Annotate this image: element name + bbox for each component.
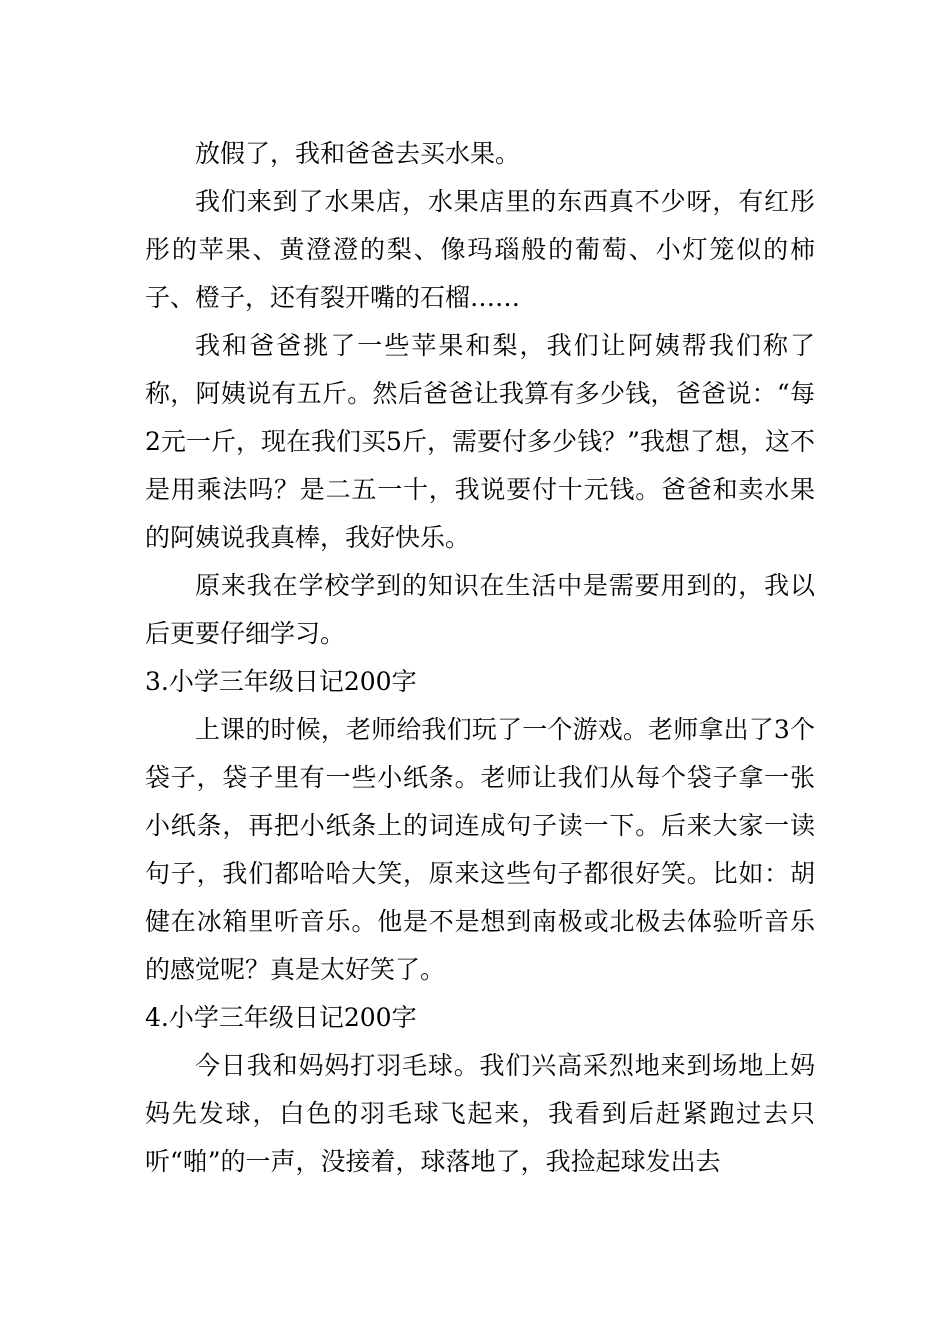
paragraph-conclusion: 原来我在学校学到的知识在生活中是需要用到的，我以后更要仔细学习。 — [145, 571, 815, 648]
paragraph-buying: 我和爸爸挑了一些苹果和梨，我们让阿姨帮我们称了称，阿姨说有五斤。然后爸爸让我算有多少钱，爸爸说：“每2元一斤，现在我们买5斤，需要付多少钱？”我想了想，这不是用乘法吗？是二五一十，我说要付十元钱。爸爸和卖水果的阿姨说我真棒，我好快乐。 — [145, 331, 815, 552]
paragraph-fruit-shop: 我们来到了水果店，水果店里的东西真不少呀，有红彤彤的苹果、黄澄澄的梨、像玛瑙般的葡萄、小灯笼似的柿子、橙子，还有裂开嘴的石榴…… — [145, 187, 815, 312]
paragraph-intro: 放假了，我和爸爸去买水果。 — [195, 139, 521, 168]
document-body — [145, 130, 815, 1186]
paragraph-badminton: 今日我和妈妈打羽毛球。我们兴高采烈地来到场地上妈妈先发球，白色的羽毛球飞起来，我看到后赶紧跑过去只听“啪”的一声，没接着，球落地了，我捡起球发出去 — [145, 1051, 815, 1176]
section-heading-3: 3.小学三年级日记200字 — [145, 667, 417, 696]
paragraph-game: 上课的时候，老师给我们玩了一个游戏。老师拿出了3个袋子，袋子里有一些小纸条。老师让我们从每个袋子拿一张小纸条，再把小纸条上的词连成句子读一下。后来大家一读句子，我们都哈哈大笑，原来这些句子都很好笑。比如：胡健在冰箱里听音乐。他是不是想到南极或北极去体验听音乐的感觉呢？真是太好笑了。 — [145, 715, 815, 984]
section-heading-4: 4.小学三年级日记200字 — [145, 1003, 417, 1032]
